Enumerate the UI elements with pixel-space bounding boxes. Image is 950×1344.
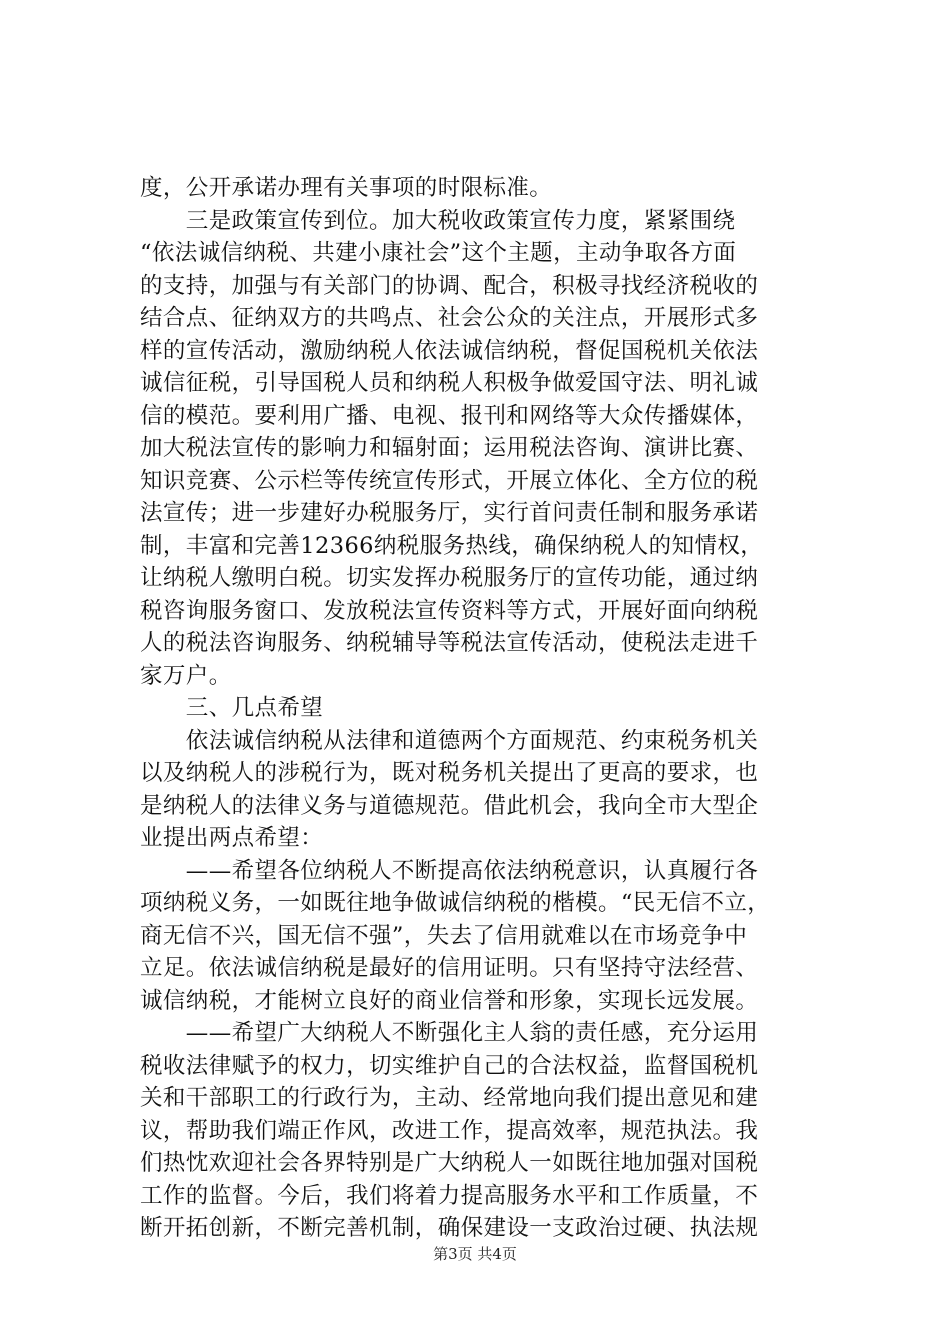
text-line: 议，帮助我们端正作风，改进工作，提高效率，规范执法。我 xyxy=(140,1117,759,1144)
text-line: 商无信不兴，国无信不强”，失去了信用就难以在市场竞争中 xyxy=(140,922,748,949)
text-line: 的支持，加强与有关部门的协调、配合，积极寻找经济税收的 xyxy=(140,272,759,299)
text-line: 诚信征税，引导国税人员和纳税人积极争做爱国守法、明礼诚 xyxy=(140,370,759,396)
text-line: 三、几点希望 xyxy=(140,695,324,721)
document-body xyxy=(140,172,840,1245)
text-line: 关和干部职工的行政行为，主动、经常地向我们提出意见和建 xyxy=(140,1085,759,1111)
text-line: 家万户。 xyxy=(140,662,232,689)
page-footer: 第3页 共4页 xyxy=(433,1245,517,1263)
text-line: 三是政策宣传到位。加大税收政策宣传力度，紧紧围绕 xyxy=(140,207,736,234)
text-line: 加大税法宣传的影响力和辐射面；运用税法咨询、演讲比赛、 xyxy=(140,435,759,461)
text-line: 项纳税义务，一如既往地争做诚信纳税的楷模。“民无信不立， xyxy=(140,890,771,916)
text-line: “依法诚信纳税、共建小康社会”这个主题，主动争取各方面 xyxy=(140,240,737,266)
text-line: 依法诚信纳税从法律和道德两个方面规范、约束税务机关 xyxy=(140,727,759,754)
text-line: 结合点、征纳双方的共鸣点、社会公众的关注点，开展形式多 xyxy=(140,305,759,331)
text-line: 度，公开承诺办理有关事项的时限标准。 xyxy=(140,175,553,201)
text-line: ——希望各位纳税人不断提高依法纳税意识，认真履行各 xyxy=(140,857,759,884)
text-line: 业提出两点希望： xyxy=(140,825,324,851)
text-line: 让纳税人缴明白税。切实发挥办税服务厅的宣传功能，通过纳 xyxy=(140,565,759,591)
text-line: 断开拓创新，不断完善机制，确保建设一支政治过硬、执法规 xyxy=(140,1215,759,1241)
text-line: 是纳税人的法律义务与道德规范。借此机会，我向全市大型企 xyxy=(140,792,759,819)
text-line: 诚信纳税，才能树立良好的商业信誉和形象，实现长远发展。 xyxy=(140,987,759,1014)
text-line: 信的模范。要利用广播、电视、报刊和网络等大众传播媒体， xyxy=(140,402,759,429)
text-line: 法宣传；进一步建好办税服务厅，实行首问责任制和服务承诺 xyxy=(140,500,759,526)
text-line: 以及纳税人的涉税行为，既对税务机关提出了更高的要求，也 xyxy=(140,760,759,786)
text-line: 人的税法咨询服务、纳税辅导等税法宣传活动，使税法走进千 xyxy=(140,630,759,656)
text-line: 税收法律赋予的权力，切实维护自己的合法权益，监督国税机 xyxy=(140,1052,759,1079)
text-line: 们热忱欢迎社会各界特别是广大纳税人一如既往地加强对国税 xyxy=(140,1150,759,1176)
text-line: ——希望广大纳税人不断强化主人翁的责任感，充分运用 xyxy=(140,1020,759,1046)
text-line: 样的宣传活动，激励纳税人依法诚信纳税，督促国税机关依法 xyxy=(140,337,759,364)
text-line: 税咨询服务窗口、发放税法宣传资料等方式，开展好面向纳税 xyxy=(140,597,759,624)
text-line: 知识竞赛、公示栏等传统宣传形式，开展立体化、全方位的税 xyxy=(140,467,759,494)
text-line: 制，丰富和完善12366纳税服务热线，确保纳税人的知情权， xyxy=(140,532,764,559)
text-line: 工作的监督。今后，我们将着力提高服务水平和工作质量，不 xyxy=(140,1182,759,1209)
text-line: 立足。依法诚信纳税是最好的信用证明。只有坚持守法经营、 xyxy=(140,955,759,981)
